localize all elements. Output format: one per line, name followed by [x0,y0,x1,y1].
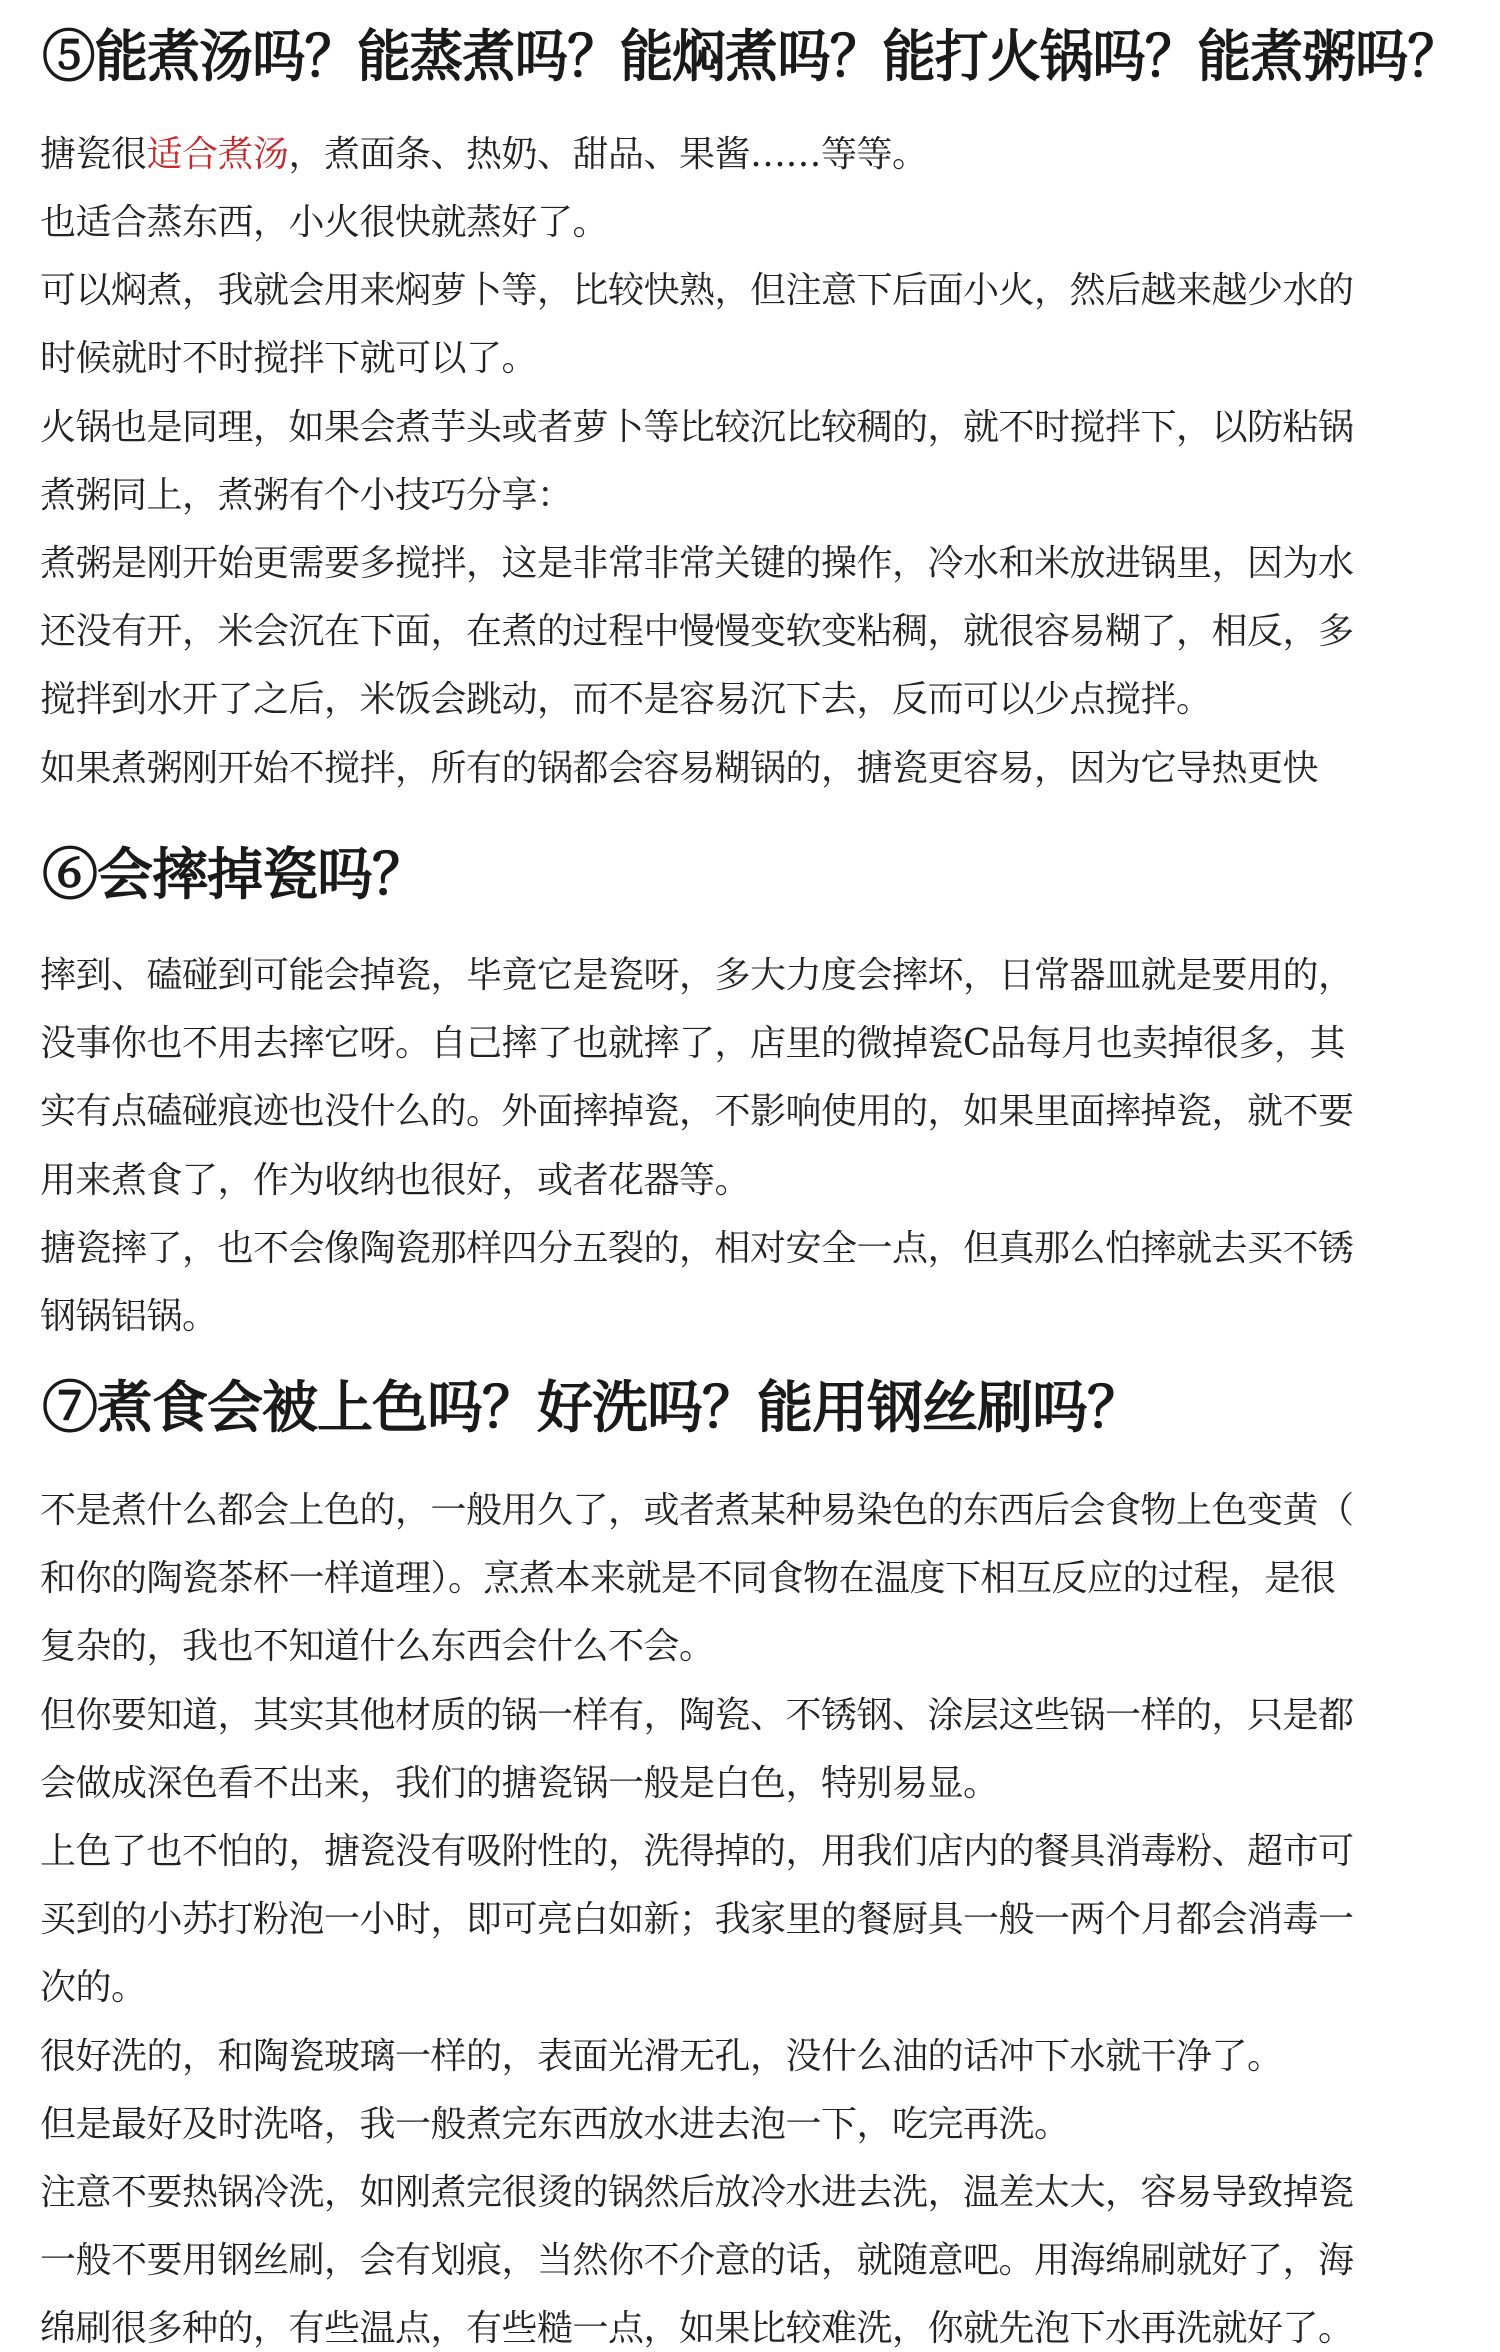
section-5-line-2: 也适合蒸东西，小火很快就蒸好了。 [40,202,609,243]
section-7-line-2: 和你的陶瓷茶杯一样道理）。烹煮本来就是不同食物在温度下相互反应的过程，是很 [40,1558,1336,1599]
section-6-line-6: 钢锅铝锅。 [40,1296,218,1337]
section-7-line-1: 不是煮什么都会上色的，一般用久了，或者煮某种易染色的东西后会食物上色变黄（ [40,1490,1354,1531]
section-5-line-3: 可以焖煮，我就会用来焖萝卜等，比较快熟，但注意下后面小火，然后越来越少水的 [40,270,1354,311]
section-7-line-13: 绵刷很多种的，有些温点，有些糙一点，如果比较难洗，你就先泡下水再洗就好了。 [40,2308,1354,2349]
section-7-line-12: 一般不要用钢丝刷，会有划痕，当然你不介意的话，就随意吧。用海绵刷就好了，海 [40,2240,1354,2281]
section-6-line-3: 实有点磕碰痕迹也没什么的。外面摔掉瓷，不影响使用的，如果里面摔掉瓷，就不要 [40,1091,1354,1132]
section-5-line-7: 煮粥是刚开始更需要多搅拌，这是非常非常关键的操作，冷水和米放进锅里，因为水 [40,543,1354,584]
section-7-heading: ⑦煮食会被上色吗？好洗吗？能用钢丝刷吗？ [42,1375,1142,1441]
section-5-line-10: 如果煮粥刚开始不搅拌，所有的锅都会容易糊锅的，搪瓷更容易，因为它导热更快 [40,748,1319,789]
highlighted-text: 适合煮汤 [146,134,289,175]
section-6-heading: ⑥会摔掉瓷吗？ [42,842,427,908]
section-7-line-3: 复杂的，我也不知道什么东西会什么不会。 [40,1626,715,1667]
section-5-line-9: 搅拌到水开了之后，米饭会跳动，而不是容易沉下去，反而可以少点搅拌。 [40,679,1212,720]
section-7-line-8: 次的。 [40,1967,147,2008]
section-7-line-9: 很好洗的，和陶瓷玻璃一样的，表面光滑无孔，没什么油的话冲下水就干净了。 [40,2036,1283,2077]
section-7-line-6: 上色了也不怕的，搪瓷没有吸附性的，洗得掉的，用我们店内的餐具消毒粉、超市可 [40,1831,1354,1872]
section-7-line-5: 会做成深色看不出来，我们的搪瓷锅一般是白色，特别易显。 [40,1763,999,1804]
section-5-line-8: 还没有开，米会沉在下面，在煮的过程中慢慢变软变粘稠，就很容易糊了，相反，多 [40,611,1354,652]
section-5-line-1-pre: 搪瓷很 [40,134,147,175]
section-5-line-1 [40,132,928,178]
section-6-line-2: 没事你也不用去摔它呀。自己摔了也就摔了，店里的微掉瓷C品每月也卖掉很多，其 [40,1023,1346,1064]
section-5-line-1-post: ，煮面条、热奶、甜品、果酱……等等。 [288,134,928,175]
section-5-line-5: 火锅也是同理，如果会煮芋头或者萝卜等比较沉比较稠的，就不时搅拌下，以防粘锅 [40,407,1354,448]
section-6-line-5: 搪瓷摔了，也不会像陶瓷那样四分五裂的，相对安全一点，但真那么怕摔就去买不锈 [40,1228,1354,1269]
section-5-heading: ⑤能煮汤吗？能蒸煮吗？能焖煮吗？能打火锅吗？能煮粥吗？ [42,24,1461,90]
section-7-line-10: 但是最好及时洗咯，我一般煮完东西放水进去泡一下，吃完再洗。 [40,2104,1070,2145]
section-6-line-1: 摔到、磕碰到可能会掉瓷，毕竟它是瓷呀，多大力度会摔坏，日常器皿就是要用的， [40,955,1354,996]
section-7-line-11: 注意不要热锅冷洗，如刚煮完很烫的锅然后放冷水进去洗，温差太大，容易导致掉瓷 [40,2172,1354,2213]
section-5-line-4: 时候就时不时搅拌下就可以了。 [40,338,538,379]
section-6-line-4: 用来煮食了，作为收纳也很好，或者花器等。 [40,1160,751,1201]
section-7-line-7: 买到的小苏打粉泡一小时，即可亮白如新；我家里的餐厨具一般一两个月都会消毒一 [40,1899,1354,1940]
section-7-line-4: 但你要知道，其实其他材质的锅一样有，陶瓷、不锈钢、涂层这些锅一样的，只是都 [40,1695,1354,1736]
section-5-line-6: 煮粥同上，煮粥有个小技巧分享： [40,475,573,516]
